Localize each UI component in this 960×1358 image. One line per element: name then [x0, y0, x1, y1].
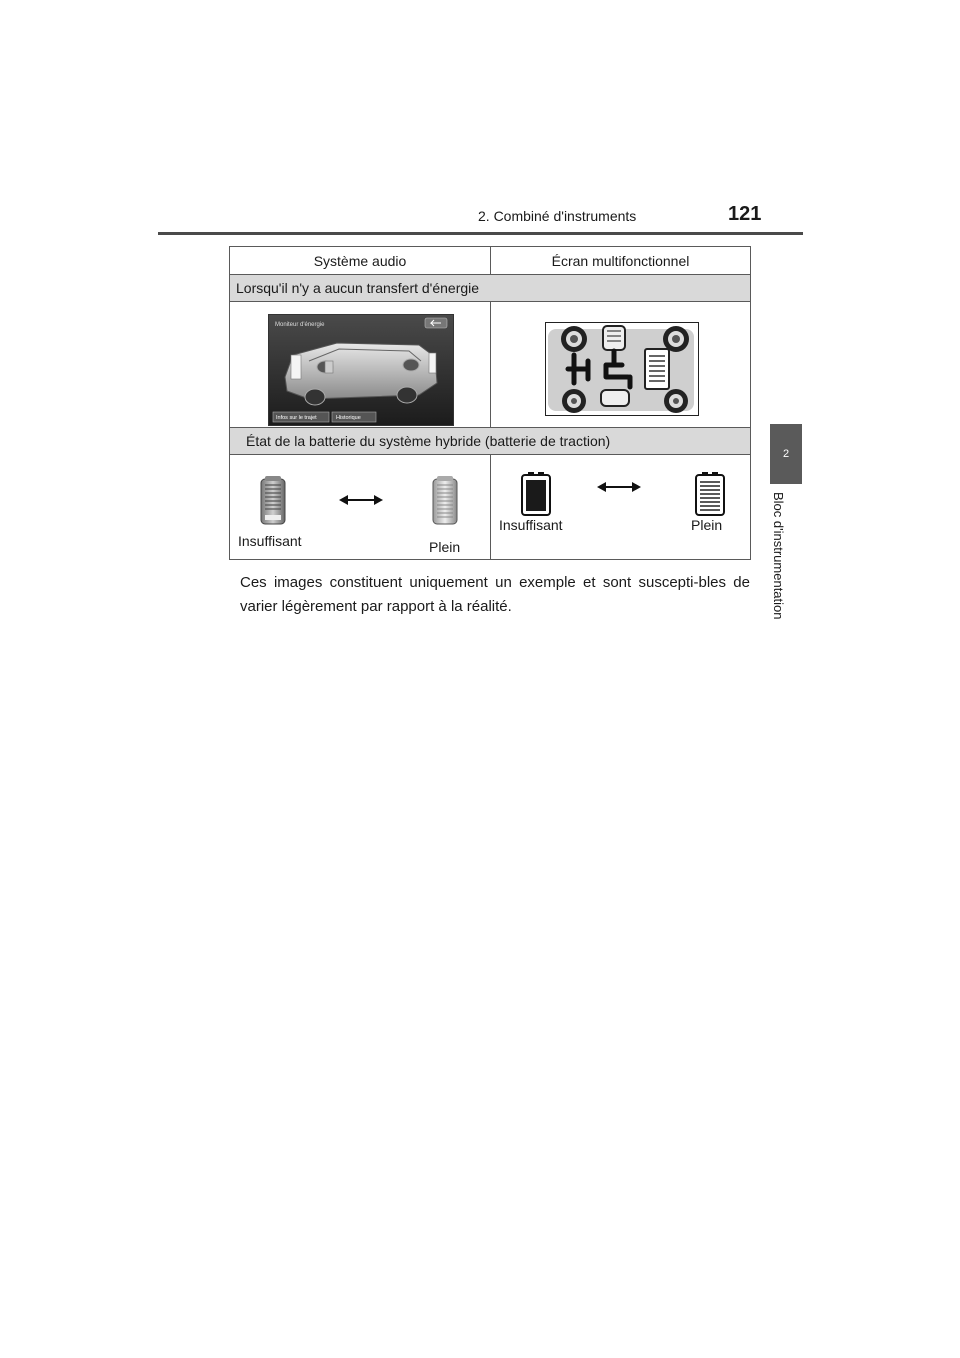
mfd-full-label: Plein	[691, 517, 723, 533]
energy-monitor-image	[269, 315, 453, 425]
wheel-icon	[664, 389, 688, 413]
footnote-text: Ces images constituent uniquement un exemple et sont suscepti-bles de varier légèrement par rapport à la réalité.	[240, 574, 750, 615]
page-number: 121	[728, 203, 762, 225]
energy-monitor-screen	[268, 314, 454, 426]
motor-icon	[325, 361, 333, 373]
chapter-label-text: Bloc d'instrumentation	[771, 492, 786, 620]
wheel-icon	[561, 326, 587, 352]
battery-full-icon	[694, 471, 726, 517]
section-title: 2. Combiné d'instruments	[478, 208, 637, 224]
mfd-energy-diagram	[545, 322, 699, 416]
wheel-icon	[562, 389, 586, 413]
trip-info-label: Infos sur le trajet	[276, 415, 317, 421]
history-label: Historique	[336, 415, 361, 421]
screen-title: Moniteur d'énergie	[275, 322, 325, 328]
double-arrow-icon	[338, 493, 384, 507]
mfd-battery-cell	[491, 455, 751, 560]
wheel-icon	[403, 359, 419, 371]
double-arrow-icon	[596, 480, 642, 494]
audio-screen-cell	[230, 302, 491, 428]
audio-low-label: Insuffisant	[238, 533, 302, 549]
section-battery-state: État de la batterie du système hybride (batterie de traction)	[230, 428, 751, 455]
mfd-diagram-image	[546, 323, 698, 415]
motor-icon	[601, 390, 629, 406]
mfd-low-label: Insuffisant	[499, 517, 563, 533]
info-table	[229, 246, 751, 560]
audio-full-label: Plein	[429, 539, 461, 555]
battery-low-icon	[520, 471, 552, 517]
battery-low-icon	[260, 475, 286, 525]
mfd-diagram-cell	[491, 302, 751, 428]
section-no-transfer: Lorsqu'il n'y a aucun transfert d'énergie	[230, 275, 751, 302]
wheel-icon	[305, 389, 325, 405]
column-header-audio: Système audio	[230, 247, 491, 275]
battery-icon	[645, 349, 669, 389]
header-rule	[158, 232, 803, 235]
chapter-tab: 2	[770, 424, 802, 484]
audio-battery-cell	[230, 455, 491, 560]
battery-full-icon	[432, 475, 458, 525]
column-header-mfd: Écran multifonctionnel	[491, 247, 751, 275]
wheel-icon	[397, 387, 417, 403]
battery-icon	[429, 353, 436, 373]
engine-icon	[291, 355, 301, 379]
engine-icon	[603, 326, 625, 350]
